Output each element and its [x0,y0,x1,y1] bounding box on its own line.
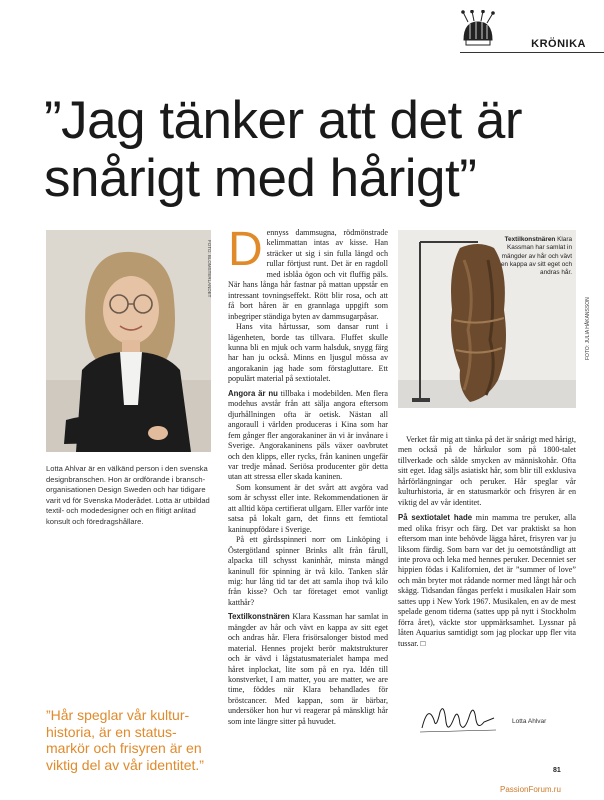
subhead-angora: Angora är nu [228,388,278,398]
paragraph-3: Angora är nu tillbaka i modebilden. Men flera modehus avstår från att sälja angora eftersom djurhållningen ofta är oetisk. Nästan all angoraull i världen produceras i Kina som har fem gånger fler angorakaniner än vi är invånare i Sverige. Angorakaninens päls växer oavbrutet och den klipps, eller rycks, från kaninen ungefär var tredje månad. Seriösa producenter gör detta utan att stressa eller skada kaninen. [228,388,388,482]
drop-cap: D [228,223,263,276]
paragraph-8: På sextiotalet hade min mamma tre peruker, alla med olika frisyr och färg. Det var praktiskt sa hon eftersom man inte behövde lägga håret, frisyren var ju liksom färdig. Som barn var det ju oemotståndligt att inte prova och leka med hennes peruker. Decenniet ser hippien födas i Kalifornien, det är ”summer of love” och män bryter mot rådande normer med långt hår och skägg. Tidsandan fångas perfekt i musikalen Hair som sattes upp i New York 1967. Musikalen, en av de mest spelade genom tiderna (sattes upp på nytt i Stockholm förra året), väckte stor uppmärksamhet. Lyssnar på låten Aquarius samtidigt som jag plockar upp fler vita tussar. □ [398,513,576,648]
coat-photo-credit: FOTO: JULIA HÅKANSSON [585,297,591,360]
headline [44,92,584,208]
pincushion-icon [454,10,500,52]
paragraph-7: Verket får mig att tänka på det är snårigt med hårigt, men också på de hårkulor som på 1800-talet tillverkade och sålde smycken av människohår. Ofta sitt eget. Idag säljs asiatiskt hår, som blir till exklusiva hårförlängningar och peruker. Hår speglar vår kulturhistoria, är en statusmarkör och frisyren är en viktig del av vår identitet. [398,435,576,507]
coat-credit-wrap [585,297,604,366]
portrait-photo [46,230,211,452]
paragraph-4: Som konsument är det svårt att avgöra vad som är schysst eller inte. Rekommendationen är att alltid köpa certifierat ullgarn. Eller varför inte satsa på lokalt garn, det finns ett femtiotal kaninuppfödare i Sverige. [228,482,388,534]
paragraph-5: På ett gårdsspinneri norr om Linköping i Östergötland spinner Brinks allt från fårull, alpacka till schysst kaninhår, minsta mängd kaninull för spinning är två kilo. Tanken slår mig: hur lång tid tar det att samla ihop två kilo från kisse? Och tar företaget emot vanligt katthår? [228,535,388,607]
fur-coat-caption-lead: Textilkonstnären [504,236,556,243]
portrait-photo-credit: FOTO: BLOMSTERLANDET [207,240,212,298]
handwritten-signature [418,700,498,736]
page-number: 81 [553,767,561,774]
headline-line-1: ”Jag tänker att det är [44,91,523,150]
article-column-2 [398,435,576,649]
paragraph-1: Dennyss dammsugna, rödmönstrade kelimmattan intas av kisse. Han sträcker ut sig i sin fulla längd och rullar förtjust runt. Det är en ragdoll med isblåa ögon och vit fluffig päls. När hans långa hår fastnar på mattan uppstår en intressant tovningseffekt. Rött blir rosa, och att få bort håren är en grannlaga uppgift som inbegriper ständiga byten av dammsugarpåsar. [228,223,388,321]
header-rule [460,52,604,53]
headline-line-2: snårigt med hårigt” [44,149,477,208]
section-label: KRÖNIKA [531,38,586,50]
subhead-sextiotalet: På sextiotalet hade [398,513,473,523]
fur-coat-caption-text: Klara Kassman har samlat in mängder av hår och vävt en kappa av sitt eget och andras hår. [500,236,572,277]
paragraph-6: Textilkonstnären Klara Kassman har samlat in mängder av hår och vävt en kappa av sitt eget och andras hår. Flera frisörsalonger bistod med material. Hennes projekt berör maktstrukturer och är vävd i lågstatusmaterialet hampa med håret inplockat, lite som på en rya. Idén till konstverket, I am matter, you are matter, we are time, föddes när Klara behandlades för bröstcancer. Med kappan, som är bärbar, undersöker hon hur vi reagerar på mänskligt hår som inte längre sitter på huvudet. [228,612,388,726]
article-column-1 [228,223,388,727]
signature-name: Lotta Ahlvar [512,718,547,725]
portrait-illustration [46,230,211,452]
subhead-textilkonstnaren: Textilkonstnären [228,612,290,622]
end-mark: □ [418,638,426,648]
portrait-caption: Lotta Ahlvar är en välkänd person i den svenska designbranschen. Hon är ordförande i bransch-organisationen Design Sweden och har tidigare varit vd för Svenska Moderådet. Lotta är utbildad textil- och modedesigner och en flitigt anlitad konsult och föredragshållare. [46,464,210,526]
paragraph-2: Hans vita hårtussar, som dansar runt i lägenheten, borde tas tillvara. Fluffet skulle kunna bli en mjuk och varm halsduk, snygg färg har han ju också. Minns en ljusgul mössa av angorakanin jag hade som förstagluttare. Ett populärt material på sextiotalet. [228,322,388,384]
fur-coat-caption [494,236,572,277]
site-watermark: PassionForum.ru [500,785,561,794]
pull-quote: ”Hår speglar vår kultur-historia, är en status-markör och frisyren är en viktig del av vår identitet.” [46,707,204,773]
